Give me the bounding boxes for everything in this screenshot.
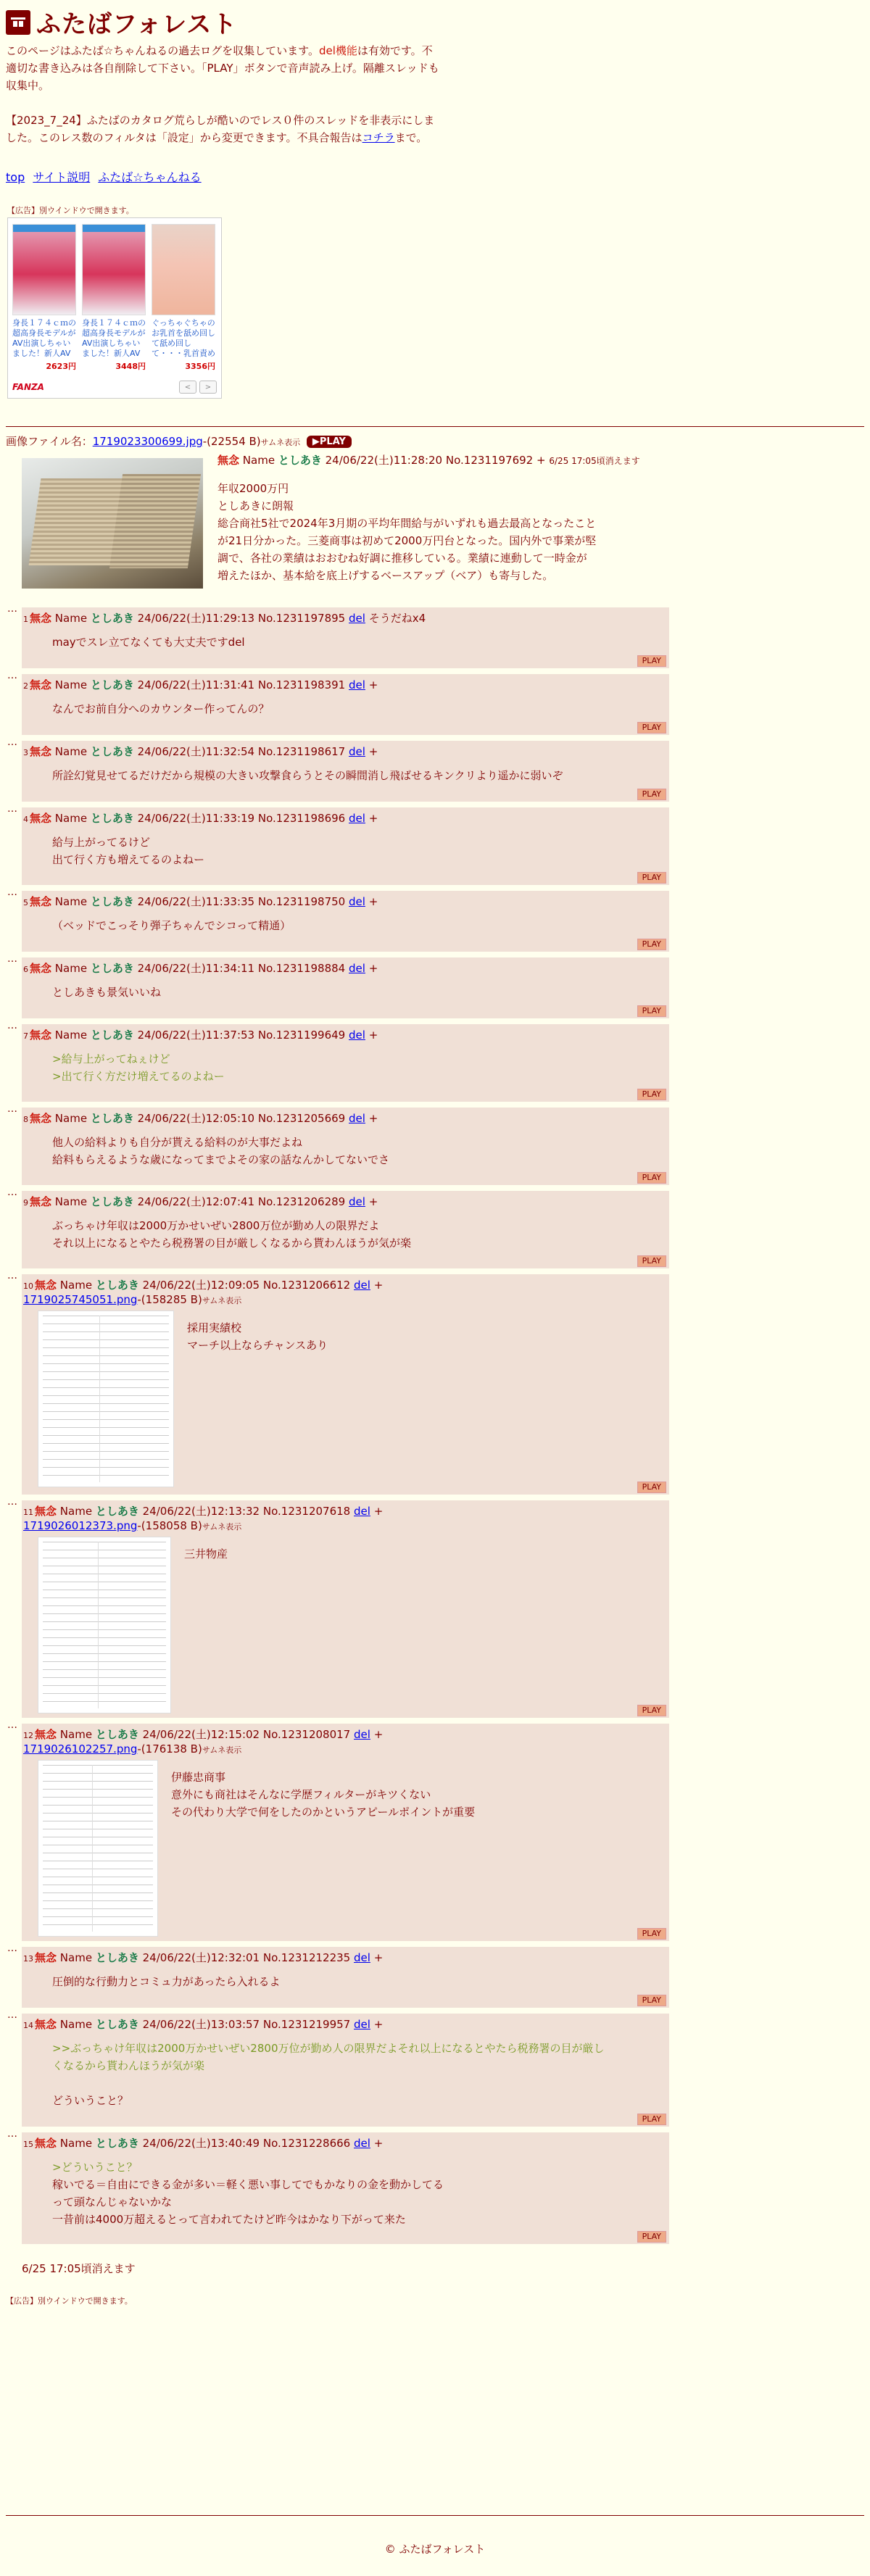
reply-post xyxy=(22,741,669,802)
op-body xyxy=(218,480,596,584)
post-datetime: 24/06/22(土)11:29:13 xyxy=(137,612,255,625)
poster-name: としあき xyxy=(90,1029,134,1042)
body-line: その代わり大学で何をしたのかというアピールポイントが重要 xyxy=(171,1806,476,1819)
reply-header xyxy=(23,1194,378,1209)
sodane-button[interactable]: + xyxy=(368,895,378,908)
reply-post xyxy=(22,891,669,952)
body-line: としあきも景気いいね xyxy=(52,986,162,999)
sodane-button[interactable]: + xyxy=(536,454,546,467)
quote-line: >給与上がってねぇけど xyxy=(52,1052,170,1065)
reply-header xyxy=(23,1503,383,1518)
op-body-line: が21日分かった。三菱商事は初めて2000万円台となった。国内外で事業が堅 xyxy=(218,534,597,547)
reply-file-line xyxy=(23,1293,241,1306)
post-datetime: 24/06/22(土)11:33:19 xyxy=(137,812,255,825)
body-line: って頭なんじゃないかな xyxy=(52,2195,173,2209)
body-line: 出て行く方も増えてるのよねー xyxy=(52,853,205,866)
reply-body xyxy=(52,917,291,934)
divider xyxy=(6,426,864,427)
name-label: Name xyxy=(59,1728,93,1741)
subject: 無念 xyxy=(30,812,52,825)
ad-price: 2623円 xyxy=(46,362,76,371)
post-datetime: 24/06/22(土)12:15:02 xyxy=(142,1728,260,1741)
subject: 無念 xyxy=(35,2018,57,2031)
play-button[interactable]: PLAY xyxy=(637,1005,666,1017)
name-label: Name xyxy=(54,745,88,758)
reply-post xyxy=(22,2014,669,2127)
reply-dots: … xyxy=(7,2128,17,2140)
ad-image[interactable] xyxy=(12,224,76,315)
reply-post xyxy=(22,1500,669,1718)
del-button[interactable]: del xyxy=(354,1505,370,1518)
play-button[interactable]: PLAY xyxy=(637,1928,666,1940)
subject: 無念 xyxy=(30,1195,52,1208)
op-file-line xyxy=(6,433,352,449)
reply-index: 4 xyxy=(23,815,28,824)
del-button[interactable]: del xyxy=(354,2137,370,2150)
sodane-button[interactable]: + xyxy=(373,1279,384,1292)
post-datetime: 24/06/22(土)11:32:54 xyxy=(137,745,255,758)
file-size: -(158058 B) xyxy=(137,1519,202,1532)
play-button[interactable]: PLAY xyxy=(637,1995,666,2006)
reply-dots: … xyxy=(7,886,17,898)
sodane-button[interactable]: + xyxy=(368,678,378,691)
reply-index: 2 xyxy=(23,681,28,691)
reply-dots: … xyxy=(7,603,17,615)
op-file-link[interactable]: 1719023300699.jpg xyxy=(92,435,203,448)
notice-suffix: まで。 xyxy=(394,131,428,144)
intro-text xyxy=(6,42,441,146)
post-number[interactable]: No.1231206289 xyxy=(257,1195,346,1208)
reply-body xyxy=(171,1769,475,1821)
sodane-button[interactable]: + xyxy=(368,1029,378,1042)
reply-body xyxy=(52,700,269,718)
subject: 無念 xyxy=(30,678,52,691)
reply-image[interactable] xyxy=(38,1760,158,1937)
reply-dots: … xyxy=(7,1270,17,1281)
reply-header xyxy=(23,810,378,826)
reply-index: 3 xyxy=(23,748,28,757)
subject: 無念 xyxy=(30,1029,52,1042)
op-body-line: としあきに朗報 xyxy=(218,499,294,512)
reply-body xyxy=(52,2159,444,2228)
op-image[interactable] xyxy=(22,458,203,589)
post-datetime: 24/06/22(土)11:31:41 xyxy=(137,678,255,691)
subject: 無念 xyxy=(30,612,52,625)
reply-header xyxy=(23,894,378,909)
op-body-line: 増えたほか、基本給を底上げするベースアップ（ベア）も寄与した。 xyxy=(218,569,554,582)
reply-post xyxy=(22,1108,669,1185)
reply-index: 13 xyxy=(23,1954,33,1964)
body-line: マーチ以上ならチャンスあり xyxy=(187,1339,328,1352)
name-label: Name xyxy=(54,1029,88,1042)
footer-expire: 6/25 17:05頃消えます xyxy=(22,2262,136,2275)
del-button[interactable]: del xyxy=(354,2018,370,2031)
del-feature-text: del機能 xyxy=(318,44,357,57)
reply-index: 7 xyxy=(23,1031,28,1041)
post-number[interactable]: No.1231199649 xyxy=(257,1029,346,1042)
post-datetime: 24/06/22(土)11:37:53 xyxy=(137,1029,255,1042)
reply-header xyxy=(23,1027,378,1042)
reply-index: 14 xyxy=(23,2021,33,2030)
poster-name: としあき xyxy=(95,1279,139,1292)
reply-header xyxy=(23,1727,383,1742)
reply-dots: … xyxy=(7,803,17,815)
bottom-ad-note: 【広告】別ウインドウで開きます。 xyxy=(6,2296,133,2306)
reply-file-link[interactable]: 1719026102257.png xyxy=(23,1742,138,1756)
del-button[interactable]: del xyxy=(349,1112,365,1125)
del-button[interactable]: del xyxy=(349,812,365,825)
name-label: Name xyxy=(54,1195,88,1208)
reply-body xyxy=(52,1973,281,1990)
poster-name: としあき xyxy=(278,454,322,467)
subject: 無念 xyxy=(30,745,52,758)
reply-index: 10 xyxy=(23,1281,33,1291)
ad-brand-logo[interactable]: FANZA xyxy=(12,382,44,392)
reply-post xyxy=(22,607,669,668)
play-button[interactable]: PLAY xyxy=(637,655,666,667)
reply-index: 8 xyxy=(23,1115,28,1124)
reply-index: 6 xyxy=(23,965,28,974)
reply-index: 1 xyxy=(23,615,28,624)
play-button[interactable]: PLAY xyxy=(637,789,666,800)
reply-header xyxy=(23,677,378,692)
ad-arrows xyxy=(179,381,217,394)
play-button[interactable]: PLAY xyxy=(637,2114,666,2125)
body-line: 稼いでる＝自由にできる金が多い＝軽く悪い事してでもかなりの金を動かしてる xyxy=(52,2178,444,2191)
play-button[interactable]: PLAY xyxy=(637,1482,666,1493)
reply-dots: … xyxy=(7,1943,17,1954)
reply-dots: … xyxy=(7,670,17,681)
body-line: 他人の給料よりも自分が貰える給料のが大事だよね xyxy=(52,1136,303,1149)
ad-item[interactable] xyxy=(12,224,76,372)
op-play-button[interactable]: ▶PLAY xyxy=(307,436,352,448)
report-link[interactable]: コチラ xyxy=(362,131,395,144)
ad-image[interactable] xyxy=(82,224,146,315)
post-datetime: 24/06/22(土)11:34:11 xyxy=(137,962,255,975)
reply-dots: … xyxy=(7,736,17,748)
name-label: Name xyxy=(54,962,88,975)
play-button[interactable]: PLAY xyxy=(637,872,666,884)
reply-post xyxy=(22,1274,669,1495)
copyright: © ふたばフォレスト xyxy=(384,2543,486,2556)
name-label: Name xyxy=(242,454,276,467)
sodane-button[interactable]: + xyxy=(368,812,378,825)
post-datetime: 24/06/22(土)13:03:57 xyxy=(142,2018,260,2031)
name-label: Name xyxy=(54,678,88,691)
reply-body xyxy=(52,2040,605,2109)
ad-image[interactable] xyxy=(152,224,215,315)
ad-banner xyxy=(7,217,222,399)
ad-title[interactable]: 身長１７４ｃｍの超高身長モデルがAV出演しちゃいました！新人AV xyxy=(82,318,146,358)
reply-header xyxy=(23,2135,383,2151)
post-datetime: 24/06/22(土)11:33:35 xyxy=(137,895,255,908)
reply-body xyxy=(52,1217,411,1252)
post-datetime: 24/06/22(土)12:13:32 xyxy=(142,1505,260,1518)
name-label: Name xyxy=(59,2018,93,2031)
post-datetime: 24/06/22(土)12:05:10 xyxy=(137,1112,255,1125)
op-body-line: 調で、各社の業績はおおむね好調に推移している。業績に連動して一時金が xyxy=(218,552,587,565)
post-number[interactable]: No.1231198884 xyxy=(257,962,346,975)
reply-header xyxy=(23,1950,383,1965)
play-button[interactable]: PLAY xyxy=(637,1255,666,1267)
play-button[interactable]: PLAY xyxy=(637,1172,666,1184)
post-datetime: 24/06/22(土)13:40:49 xyxy=(142,2137,260,2150)
nav-links xyxy=(6,168,206,185)
reply-file-link[interactable]: 1719026012373.png xyxy=(23,1519,138,1532)
post-datetime: 24/06/22(土)12:32:01 xyxy=(142,1951,260,1964)
thumb-note: サムネ表示 xyxy=(202,1522,242,1532)
post-number[interactable]: No.1231198696 xyxy=(257,812,346,825)
sodane-button[interactable]: + xyxy=(373,2137,384,2150)
poster-name: としあき xyxy=(95,1951,139,1964)
notice-text: 【2023_7_24】ふたばのカタログ荒らしが酷いのでレス０件のスレッドを非表示にしました。このレス数のフィルタは「設定」から変更できます。不具合報告は xyxy=(6,114,435,144)
post-number[interactable]: No.1231208017 xyxy=(262,1728,351,1741)
reply-body xyxy=(52,767,563,784)
body-line: それ以上になるとやたら税務署の目が厳しくなるから貰わんほうが気が楽 xyxy=(52,1237,412,1250)
post-number[interactable]: No.1231206612 xyxy=(262,1279,351,1292)
poster-name: としあき xyxy=(95,1505,139,1518)
reply-index: 11 xyxy=(23,1508,33,1517)
file-size: -(176138 B) xyxy=(137,1742,202,1756)
post-number[interactable]: No.1231228666 xyxy=(262,2137,351,2150)
play-button[interactable]: PLAY xyxy=(637,722,666,734)
post-number[interactable]: No.1231197692 xyxy=(445,454,534,467)
body-line: 所詮幻覚見せてるだけだから規模の大きい攻撃食らうとその瞬間消し飛ばせるキンクリより遥かに弱いぞ xyxy=(52,769,563,782)
subject: 無念 xyxy=(35,2137,57,2150)
quote-line: >どういうこと？ xyxy=(52,2161,138,2174)
subject: 無念 xyxy=(218,454,240,467)
op-body-line: 年収2000万円 xyxy=(218,482,289,495)
reply-body xyxy=(184,1545,228,1563)
body-line: 意外にも商社はそんなに学歴フィルターがキツくない xyxy=(171,1788,431,1801)
site-title: ふたばフォレスト xyxy=(36,10,238,39)
sodane-button[interactable]: + xyxy=(368,1112,378,1125)
reply-body xyxy=(187,1319,328,1354)
nav-futaba-link[interactable]: ふたば☆ちゃんねる xyxy=(98,170,202,184)
body-line: mayでスレ立てなくても大丈夫ですdel xyxy=(52,636,245,649)
name-label: Name xyxy=(54,612,88,625)
del-button[interactable]: del xyxy=(349,1195,365,1208)
reply-index: 9 xyxy=(23,1198,28,1208)
ad-next-button[interactable]: > xyxy=(199,381,217,394)
thumb-note: サムネ表示 xyxy=(202,1296,242,1305)
reply-header xyxy=(23,744,378,759)
reply-dots: … xyxy=(7,1187,17,1198)
del-button[interactable]: del xyxy=(349,678,365,691)
quote-line: くなるから貰わんほうが気が楽 xyxy=(52,2059,205,2072)
op-body-line: 総合商社5社で2024年3月期の平均年間給与がいずれも過去最高となったこと xyxy=(218,517,597,530)
poster-name: としあき xyxy=(95,1728,139,1741)
body-line: （ベッドでこっそり弾子ちゃんでシコって精通） xyxy=(52,919,291,932)
reply-index: 15 xyxy=(23,2140,33,2149)
reply-index: 12 xyxy=(23,1731,33,1740)
subject: 無念 xyxy=(35,1951,57,1964)
divider xyxy=(6,2515,864,2516)
subject: 無念 xyxy=(30,962,52,975)
poster-name: としあき xyxy=(95,2137,139,2150)
reply-image[interactable] xyxy=(38,1537,171,1713)
subject: 無念 xyxy=(35,1728,57,1741)
poster-name: としあき xyxy=(90,1112,134,1125)
reply-post xyxy=(22,1947,669,2008)
reply-header xyxy=(23,1110,378,1126)
subject: 無念 xyxy=(35,1279,57,1292)
del-button[interactable]: del xyxy=(349,612,365,625)
body-line: なんでお前自分へのカウンター作ってんの？ xyxy=(52,702,270,715)
post-number[interactable]: No.1231207618 xyxy=(262,1505,351,1518)
op-header xyxy=(218,452,640,468)
reply-header xyxy=(23,2016,383,2032)
reply-dots: … xyxy=(7,953,17,965)
name-label: Name xyxy=(59,1951,93,1964)
reply-dots: … xyxy=(7,1719,17,1731)
file-size: -(22554 B) xyxy=(202,435,261,448)
play-button[interactable]: PLAY xyxy=(637,1705,666,1716)
name-label: Name xyxy=(54,812,88,825)
sodane-button[interactable]: + xyxy=(368,1195,378,1208)
subject: 無念 xyxy=(30,1112,52,1125)
del-button[interactable]: del xyxy=(349,895,365,908)
intro-line-1: このページはふたば☆ちゃんねるの過去ログを収集しています。 xyxy=(6,44,319,57)
body-line: 三井物産 xyxy=(184,1547,228,1561)
body-line: 給与上がってるけど xyxy=(52,836,151,849)
sodane-button[interactable]: + xyxy=(373,1728,384,1741)
post-number[interactable]: No.1231219957 xyxy=(262,2018,351,2031)
reply-body xyxy=(52,633,245,651)
play-button[interactable]: PLAY xyxy=(637,1089,666,1100)
post-datetime: 24/06/22(土)11:28:20 xyxy=(325,454,443,467)
file-size: -(158285 B) xyxy=(137,1293,202,1306)
reply-body xyxy=(52,1050,225,1085)
body-line: どういうこと？ xyxy=(52,2094,129,2107)
reply-body xyxy=(52,834,204,868)
post-number[interactable]: No.1231212235 xyxy=(262,1951,351,1964)
ad-item[interactable] xyxy=(82,224,146,372)
ad-price: 3356円 xyxy=(185,362,215,371)
sodane-count[interactable]: そうだねx4 xyxy=(368,612,426,625)
del-button[interactable]: del xyxy=(354,1951,370,1964)
sodane-button[interactable]: + xyxy=(373,1505,384,1518)
reply-header xyxy=(23,610,426,626)
nav-top-link[interactable]: top xyxy=(6,170,25,184)
file-label: 画像ファイル名： xyxy=(6,435,93,448)
play-button[interactable]: PLAY xyxy=(637,939,666,950)
sodane-button[interactable]: + xyxy=(373,2018,384,2031)
post-datetime: 24/06/22(土)12:09:05 xyxy=(142,1279,260,1292)
post-number[interactable]: No.1231205669 xyxy=(257,1112,346,1125)
body-line: 一昔前は4000万超えるとって言われてたけど昨今はかなり下がって来た xyxy=(52,2213,406,2226)
nav-about-link[interactable]: サイト説明 xyxy=(33,170,91,184)
reply-image[interactable] xyxy=(38,1310,174,1487)
subject: 無念 xyxy=(35,1505,57,1518)
intro-line-1-rest: は有効です。不適切な書き込みは各自削除して下さい。「PLAY」ボタンで音声読み上げ。隔離スレッドも収集中。 xyxy=(6,44,439,92)
reply-header xyxy=(23,1277,383,1292)
ad-prev-button[interactable]: < xyxy=(179,381,196,394)
reply-file-line xyxy=(23,1519,241,1532)
del-button[interactable]: del xyxy=(349,962,365,975)
poster-name: としあき xyxy=(90,962,134,975)
reply-post xyxy=(22,957,669,1018)
poster-name: としあき xyxy=(90,745,134,758)
poster-name: としあき xyxy=(90,895,134,908)
del-button[interactable]: del xyxy=(349,1029,365,1042)
site-header xyxy=(6,4,237,40)
body-line: 給料もらえるような歳になってまでよその家の話なんかしてないでさ xyxy=(52,1153,390,1166)
reply-index: 5 xyxy=(23,898,28,907)
reply-post xyxy=(22,2132,669,2244)
reply-dots: … xyxy=(7,1103,17,1115)
body-line xyxy=(52,2074,605,2092)
name-label: Name xyxy=(59,2137,93,2150)
reply-body xyxy=(52,1134,389,1168)
quote-line: >出て行く方だけ増えてるのよねー xyxy=(52,1070,225,1083)
name-label: Name xyxy=(54,895,88,908)
reply-post xyxy=(22,807,669,885)
site-logo-icon xyxy=(6,10,30,35)
ad-title[interactable]: 身長１７４ｃｍの超高身長モデルがAV出演しちゃいました！新人AV xyxy=(12,318,76,358)
name-label: Name xyxy=(54,1112,88,1125)
poster-name: としあき xyxy=(90,812,134,825)
del-button[interactable]: del xyxy=(349,745,365,758)
reply-file-line xyxy=(23,1742,241,1756)
post-number[interactable]: No.1231197895 xyxy=(257,612,346,625)
thumb-note: サムネ表示 xyxy=(202,1745,242,1755)
sodane-button[interactable]: + xyxy=(373,1951,384,1964)
poster-name: としあき xyxy=(95,2018,139,2031)
post-number[interactable]: No.1231198391 xyxy=(257,678,346,691)
reply-file-link[interactable]: 1719025745051.png xyxy=(23,1293,138,1306)
body-line: ぶっちゃけ年収は2000万かせいぜい2800万位が勤め人の限界だよ xyxy=(52,1219,380,1232)
post-number[interactable]: No.1231198617 xyxy=(257,745,346,758)
body-line: 伊藤忠商事 xyxy=(171,1771,226,1784)
reply-post xyxy=(22,1724,669,1941)
poster-name: としあき xyxy=(90,678,134,691)
body-line: 採用実績校 xyxy=(187,1321,242,1334)
ad-item[interactable] xyxy=(152,224,215,372)
name-label: Name xyxy=(59,1279,93,1292)
play-button[interactable]: PLAY xyxy=(637,2231,666,2243)
reply-post xyxy=(22,674,669,735)
post-number[interactable]: No.1231198750 xyxy=(257,895,346,908)
thumb-note: サムネ表示 xyxy=(260,438,301,447)
expire-text: 6/25 17:05頃消えます xyxy=(549,456,640,466)
reply-dots: … xyxy=(7,2009,17,2021)
ad-note: 【広告】別ウインドウで開きます。 xyxy=(7,206,134,215)
reply-header xyxy=(23,960,378,976)
del-button[interactable]: del xyxy=(354,1728,370,1741)
reply-body xyxy=(52,984,161,1001)
poster-name: としあき xyxy=(90,1195,134,1208)
reply-post xyxy=(22,1191,669,1268)
sodane-button[interactable]: + xyxy=(368,745,378,758)
ad-price: 3448円 xyxy=(115,362,146,371)
ad-title[interactable]: ぐっちゃぐちゃのお乳首を舐め回して舐め回して・・・乳首責め xyxy=(152,318,215,358)
post-datetime: 24/06/22(土)12:07:41 xyxy=(137,1195,255,1208)
quote-line: >>ぶっちゃけ年収は2000万かせいぜい2800万位が勤め人の限界だよそれ以上になるとやたら税務署の目が厳し xyxy=(52,2042,605,2055)
poster-name: としあき xyxy=(90,612,134,625)
name-label: Name xyxy=(59,1505,93,1518)
sodane-button[interactable]: + xyxy=(368,962,378,975)
body-line: 圧倒的な行動力とコミュ力があったら入れるよ xyxy=(52,1975,281,1988)
subject: 無念 xyxy=(30,895,52,908)
reply-dots: … xyxy=(7,1496,17,1508)
del-button[interactable]: del xyxy=(354,1279,370,1292)
reply-post xyxy=(22,1024,669,1102)
reply-dots: … xyxy=(7,1020,17,1031)
